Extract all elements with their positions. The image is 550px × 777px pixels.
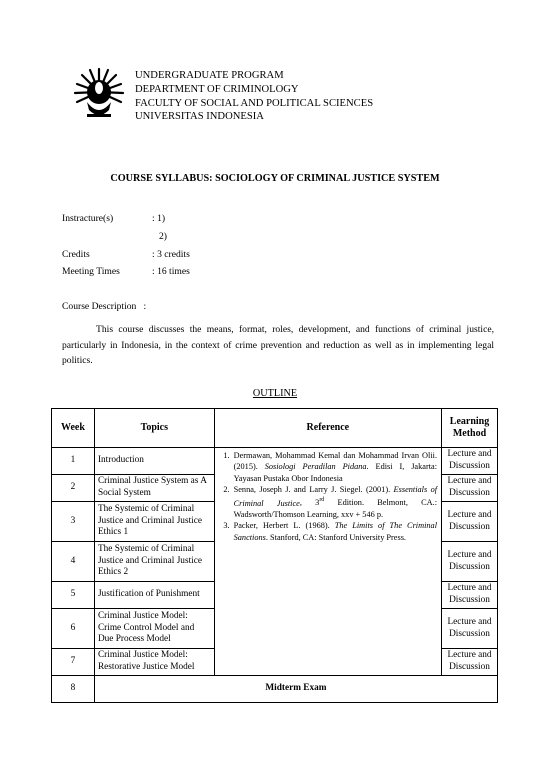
course-description-label: Course Description : [62, 301, 147, 312]
method-cell: Lecture and Discussion [442, 448, 498, 475]
header-week: Week [52, 409, 95, 448]
reference-item: 2. Senna, Joseph J. and Larry J. Siegel. (2001). Essentials of Criminal Justice, 3rd Edition. Belmont, CA.: Wadsworth/Thomson Learning, xxv + 546 p. [232, 484, 437, 520]
header-learning-method: Learning Method [442, 409, 498, 448]
method-cell: Lecture and Discussion [442, 502, 498, 542]
credits-value: : 3 credits [152, 249, 190, 260]
header-program: UNDERGRADUATE PROGRAM [135, 70, 284, 81]
instructor-1: : 1) [152, 213, 166, 224]
topic-cell: Justification of Punishment [94, 582, 214, 609]
header-department: DEPARTMENT OF CRIMINOLOGY [135, 83, 299, 95]
university-logo [73, 66, 125, 122]
topic-cell: Introduction [94, 448, 214, 475]
midterm-exam-label: Midterm Exam [94, 676, 497, 703]
week-cell: 3 [52, 502, 95, 542]
instructors-label: Instracture(s) [62, 213, 114, 224]
header-university: UNIVERSITAS INDONESIA [135, 111, 264, 123]
topic-cell: Criminal Justice Model: Restorative Justice Model [94, 649, 214, 676]
week-cell: 4 [52, 542, 95, 582]
method-cell: Lecture and Discussion [442, 542, 498, 582]
header-faculty: FACULTY OF SOCIAL AND POLITICAL SCIENCES [135, 97, 374, 109]
reference-item: 1. Dermawan, Mohammad Kemal dan Mohammad Irvan Olii. (2015). Sosiologi Peradilan Pidana. Edisi I, Jakarta: Yayasan Pustaka Obor Indonesia [232, 450, 437, 484]
reference-list-cell [214, 448, 441, 676]
course-description: This course discusses the means, format, roles, development, and functions of criminal justice, particularly in Indonesia, in the context of crime prevention and reduction as well as in implementing legal politics. [62, 324, 494, 366]
topic-cell: Criminal Justice Model: Crime Control Model and Due Process Model [94, 609, 214, 649]
header-topics: Topics [94, 409, 214, 448]
week-cell: 1 [52, 448, 95, 475]
method-cell: Lecture and Discussion [442, 582, 498, 609]
week-cell: 8 [52, 676, 95, 703]
outline-heading: OUTLINE [252, 388, 298, 399]
midterm-row [52, 676, 498, 703]
outline-table [51, 408, 498, 703]
header-reference: Reference [214, 409, 441, 448]
week-cell: 6 [52, 609, 95, 649]
week-cell: 2 [52, 475, 95, 502]
method-cell: Lecture and Discussion [442, 475, 498, 502]
syllabus-title: COURSE SYLLABUS: SOCIOLOGY OF CRIMINAL JUSTICE SYSTEM [110, 173, 440, 184]
meeting-times-value: : 16 times [152, 266, 190, 277]
topic-cell: The Systemic of Criminal Justice and Criminal Justice Ethics 1 [94, 502, 214, 542]
table-row [52, 448, 498, 475]
week-cell: 5 [52, 582, 95, 609]
method-cell: Lecture and Discussion [442, 649, 498, 676]
reference-item: 3. Packer, Herbert L. (1968). The Limits of The Criminal Sanctions. Stanford, CA: Stanford University Press. [232, 520, 437, 543]
institution-header [135, 69, 373, 124]
method-cell: Lecture and Discussion [442, 609, 498, 649]
instructor-2: 2) [159, 231, 167, 242]
reference-list [218, 450, 437, 543]
meeting-times-label: Meeting Times [62, 266, 120, 277]
table-header-row [52, 409, 498, 448]
week-cell: 7 [52, 649, 95, 676]
topic-cell: The Systemic of Criminal Justice and Criminal Justice Ethics 2 [94, 542, 214, 582]
topic-cell: Criminal Justice System as A Social System [94, 475, 214, 502]
credits-label: Credits [62, 249, 90, 260]
